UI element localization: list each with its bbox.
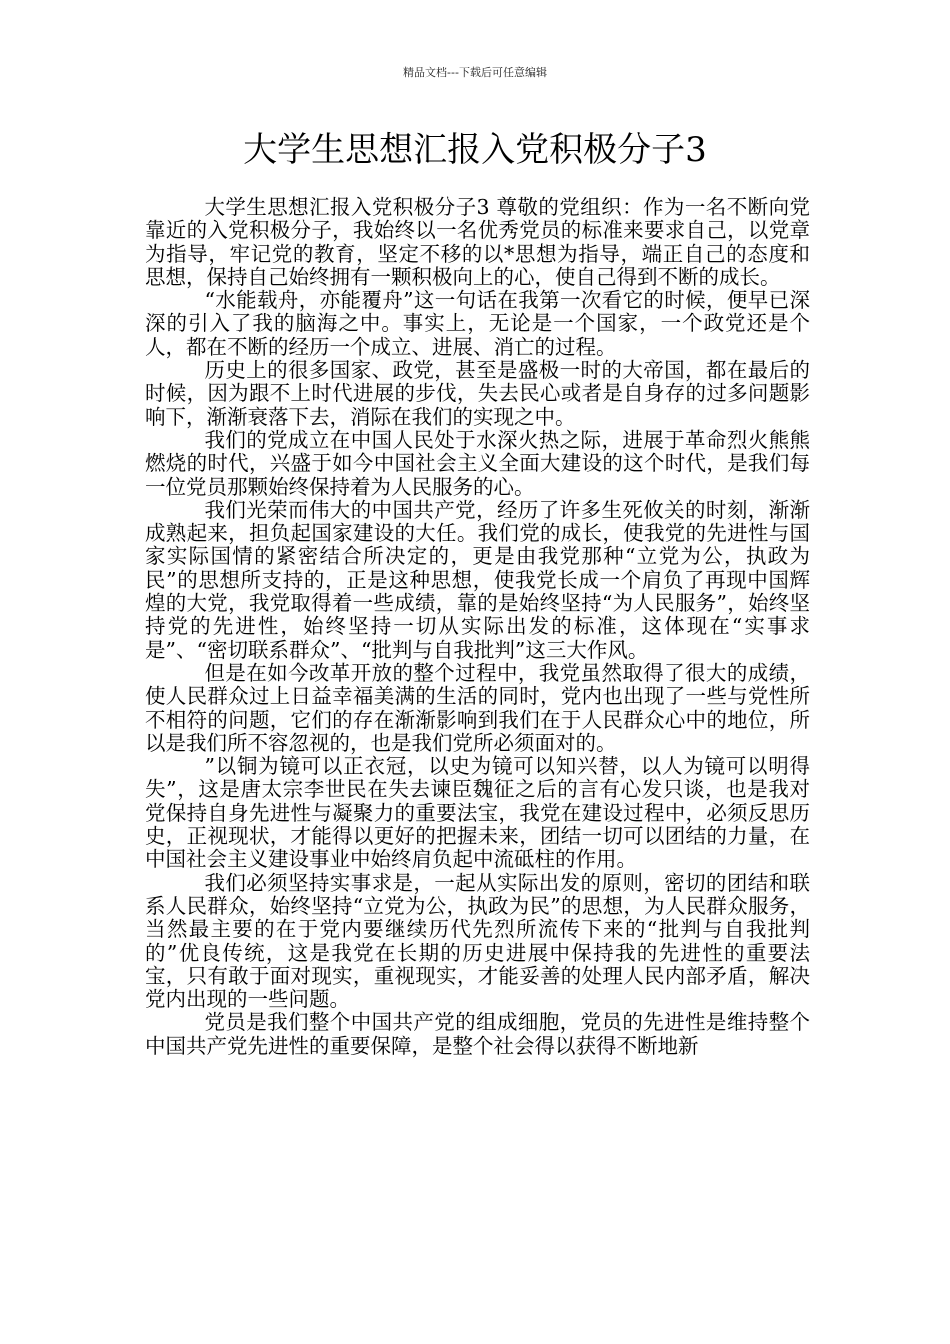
paragraph: ”以铜为镜可以正衣冠，以史为镜可以知兴替，以人为镜可以明得失”，这是唐太宗李世民在失去谏臣魏征之后的言有心发只谈，也是我对党保持自身先进性与凝聚力的重要法宝，我党在建设过程中，必须反思历史，正视现状，才能得以更好的把握未来，团结一切可以团结的力量，在中国社会主义建设事业中始终肩负起中流砥柱的作用。 (145, 754, 810, 872)
document-body (145, 196, 810, 1058)
paragraph: 我们光荣而伟大的中国共产党，经历了许多生死攸关的时刻，渐渐成熟起来，担负起国家建设的大任。我们党的成长，使我党的先进性与国家实际国情的紧密结合所决定的，更是由我党那种“立党为公，执政为民”的思想所支持的，正是这种思想，使我党长成一个肩负了再现中国辉煌的大党，我党取得着一些成绩，靠的是始终坚持“为人民服务”，始终坚持党的先进性，始终坚持一切从实际出发的标准，这体现在“实事求是”、“密切联系群众”、“批判与自我批判”这三大作风。 (145, 497, 810, 662)
document-title: 大学生思想汇报入党积极分子3 (243, 130, 707, 170)
paragraph: 大学生思想汇报入党积极分子3 尊敬的党组织：作为一名不断向党靠近的入党积极分子，我始终以一名优秀党员的标准来要求自己，以党章为指导，牢记党的教育，坚定不移的以*思想为指导，端正自己的态度和思想，保持自己始终拥有一颗积极向上的心，使自己得到不断的成长。 (145, 195, 810, 289)
paragraph: 历史上的很多国家、政党，甚至是盛极一时的大帝国，都在最后的时候，因为跟不上时代进展的步伐，失去民心或者是自身存的过多问题影响下，渐渐衰落下去，消际在我们的实现之中。 (145, 358, 810, 429)
paragraph: 党员是我们整个中国共产党的组成细胞，党员的先进性是维持整个中国共产党先进性的重要保障，是整个社会得以获得不断地新 (145, 1010, 810, 1058)
header-note: 精品文档---下载后可任意编辑 (403, 66, 547, 79)
paragraph: 我们的党成立在中国人民处于水深火热之际，进展于革命烈火熊熊燃烧的时代，兴盛于如今中国社会主义全面大建设的这个时代，是我们每一位党员那颗始终保持着为人民服务的心。 (145, 427, 810, 499)
paragraph: 我们必须坚持实事求是，一起从实际出发的原则，密切的团结和联系人民群众，始终坚持“立党为公，执政为民”的思想，为人民群众服务，当然最主要的在于党内要继续历代先烈所流传下来的“批判与自我批判的”优良传统，这是我党在长期的历史进展中保持我的先进性的重要法宝，只有敢于面对现实，重视现实，才能妥善的处理人民内部矛盾，解决党内出现的一些问题。 (145, 870, 810, 1012)
paragraph: “水能载舟，亦能覆舟”这一句话在我第一次看它的时候，便早已深深的引入了我的脑海之中。事实上，无论是一个国家，一个政党还是个人，都在不断的经历一个成立、进展、消亡的过程。 (145, 288, 810, 359)
paragraph: 但是在如今改革开放的整个过程中，我党虽然取得了很大的成绩，使人民群众过上日益幸福美满的生活的同时，党内也出现了一些与党性所不相符的问题，它们的存在渐渐影响到我们在于人民群众心中的地位，所以是我们所不容忽视的，也是我们党所必须面对的。 (145, 660, 810, 755)
